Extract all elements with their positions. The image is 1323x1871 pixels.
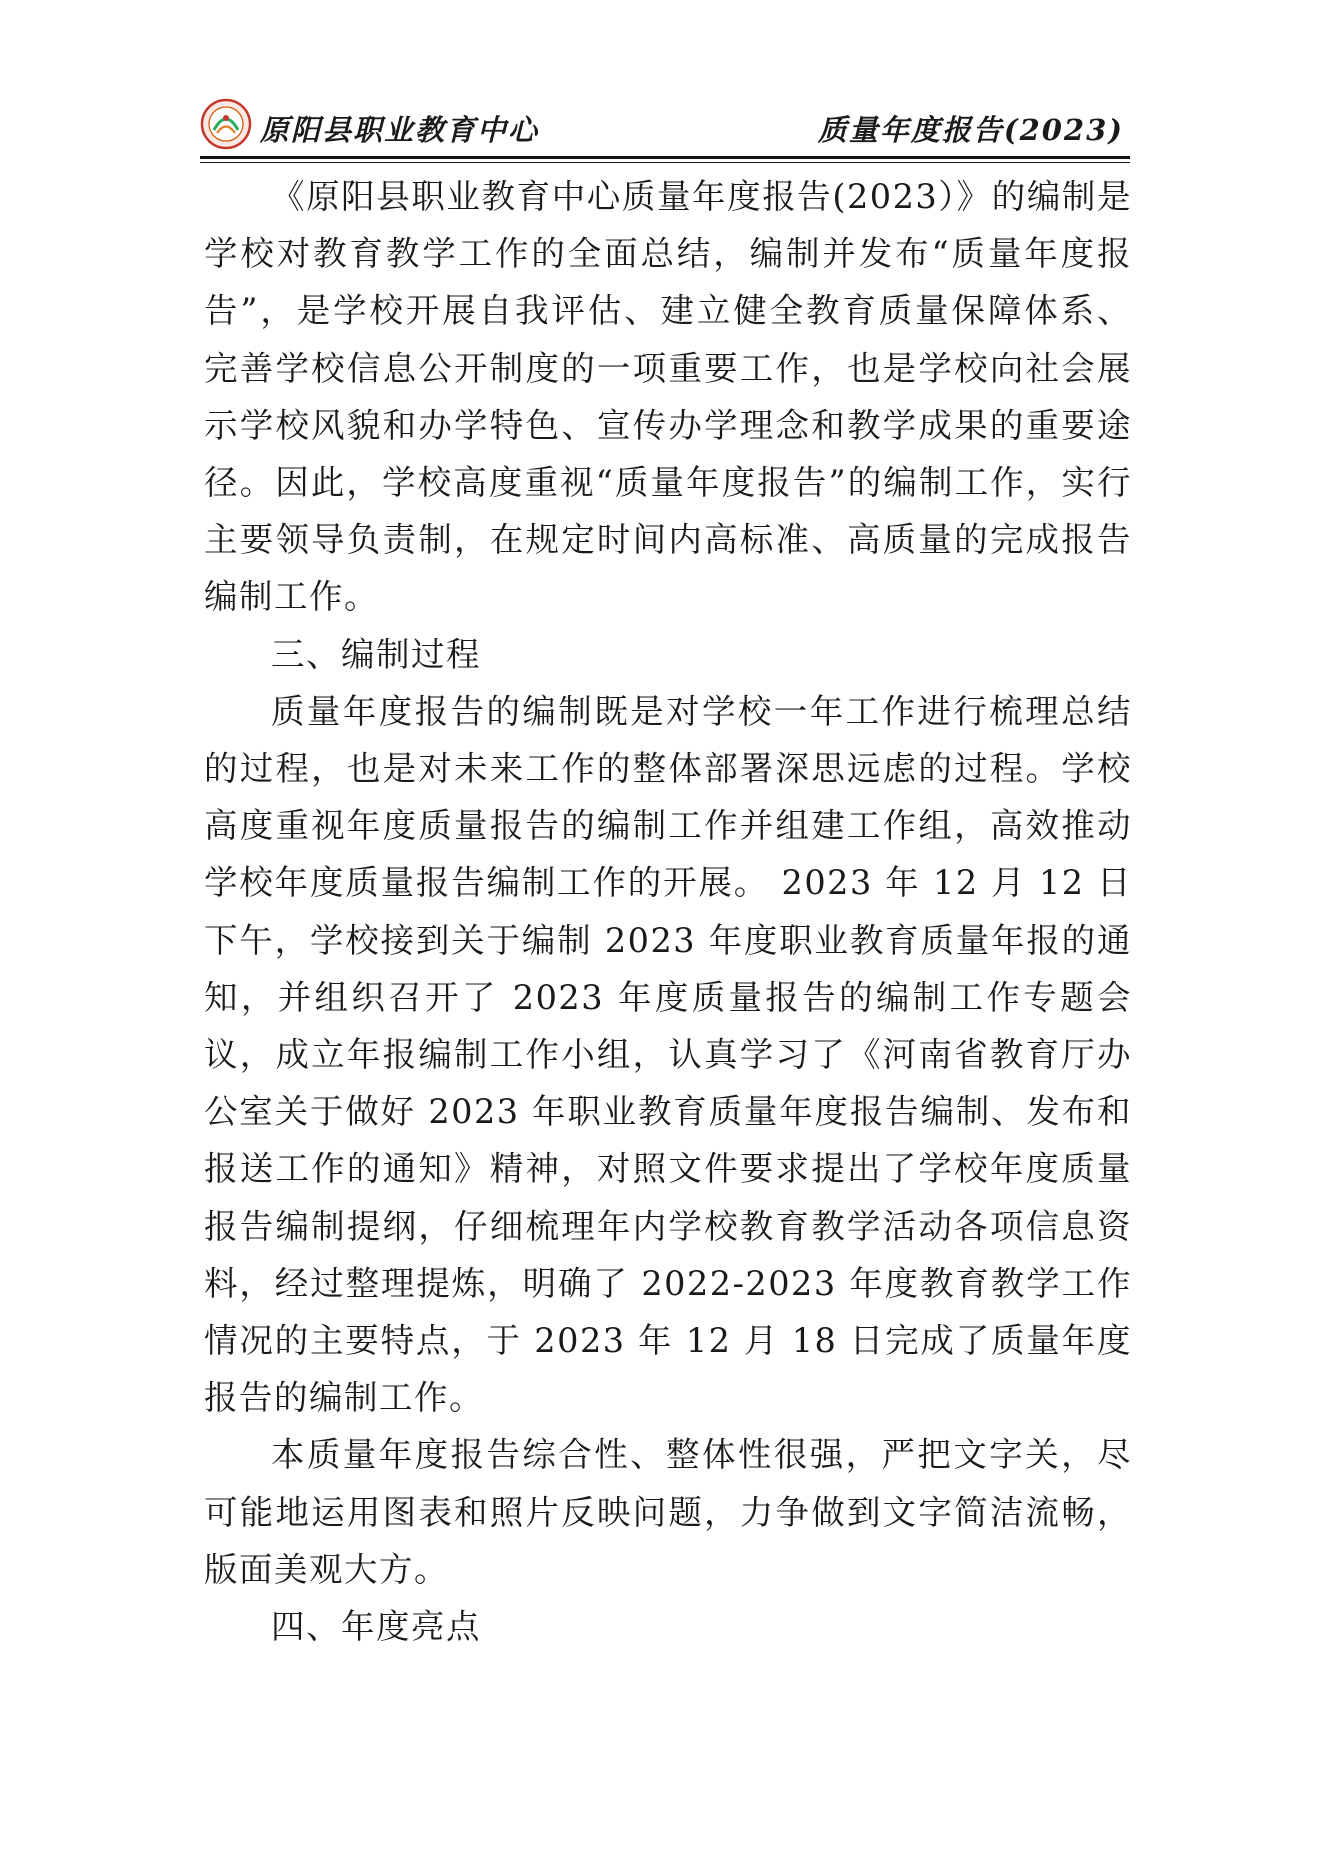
header-school-name: 原阳县职业教育中心 [260,113,540,147]
paragraph-intro: 《原阳县职业教育中心质量年度报告(2023）》的编制是学校对教育教学工作的全面总结，编制并发布“质量年度报告”，是学校开展自我评估、建立健全教育质量保障体系、完善学校信息公开制度的一项重要工作，也是学校向社会展示学校风貌和办学特色、宣传办学理念和教学成果的重要途径。因此，学校高度重视“质量年度报告”的编制工作，实行主要领导负责制，在规定时间内高标准、高质量的完成报告编制工作。 [204,177,1132,617]
paragraph-process: 质量年度报告的编制既是对学校一年工作进行梳理总结的过程，也是对未来工作的整体部署深思远虑的过程。学校高度重视年度质量报告的编制工作并组建工作组，高效推动学校年度质量报告编制工作的开展。 2023 年 12 月 12 日下午，学校接到关于编制 2023 年度职业教育质量年报的通知，并组织召开了 2023 年度质量报告的编制工作专题会议，成立年报编制工作小组，认真学习了《河南省教育厅办公室关于做好 2023 年职业教育质量年度报告编制、发布和报送工作的通知》精神，对照文件要求提出了学校年度质量报告编制提纲，仔细梳理年内学校教育教学活动各项信息资料，经过整理提炼，明确了 2022-2023 年度教育教学工作情况的主要特点，于 2023 年 12 月 18 日完成了质量年度报告的编制工作。 [204,691,1132,1418]
school-logo-icon [200,98,252,150]
page-header [200,92,1130,156]
paragraph-summary: 本质量年度报告综合性、整体性很强，严把文字关，尽可能地运用图表和照片反映问题，力争做到文字简洁流畅，版面美观大方。 [204,1435,1132,1589]
section-heading-4: 四、年度亮点 [271,1607,481,1647]
document-body [204,168,1132,1655]
section-heading-3: 三、编制过程 [271,634,481,674]
header-rule-thick [200,156,1130,159]
header-report-title: 质量年度报告(2023) [817,113,1124,147]
header-rule-thin [200,162,1130,163]
